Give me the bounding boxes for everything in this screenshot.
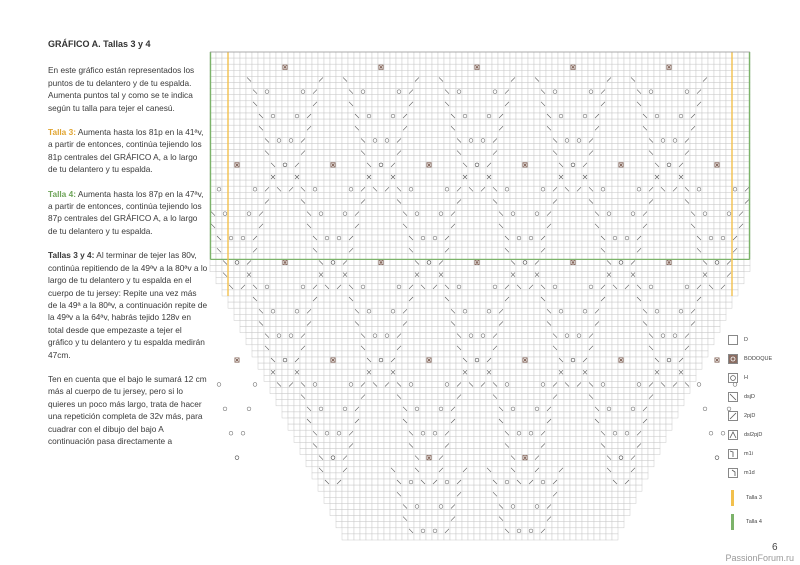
legend-item-double-decrease — [728, 428, 762, 442]
legend-size-line — [728, 489, 762, 507]
tallas34-label: Tallas 3 y 4: — [48, 250, 95, 261]
talla4-text: Aumenta hasta los 87p en la 47ªv, a partir de entonces, continúa tejiendo los 87p centrales del GRÁFICO A, a lo largo de tu delantero y tu espalda. — [48, 188, 204, 236]
legend-item-blank — [728, 333, 748, 347]
yarn-over-mark — [217, 383, 221, 387]
yarn-over-mark — [721, 431, 725, 435]
blank-icon — [728, 335, 738, 345]
left-slant-icon — [728, 411, 738, 421]
yarn-over-mark — [709, 431, 713, 435]
legend-line-label: Talla 4 — [746, 519, 762, 525]
bobble-icon — [728, 354, 738, 364]
talla3-label: Talla 3: — [48, 127, 76, 138]
legend-item-right-slant — [728, 390, 755, 404]
legend-item-yarn-over — [728, 371, 748, 385]
yarn-over-mark — [253, 383, 257, 387]
yarn-over-mark — [715, 456, 719, 460]
yarn-over-mark — [703, 407, 707, 411]
legend-item-make-one-left — [728, 447, 753, 461]
chart-title: GRÁFICO A. Tallas 3 y 4 — [48, 39, 151, 49]
tallas34-text: Al terminar de tejer las 80v, continúa repitiendo de la 49ªv a la 80ªv a lo largo de tu delantero y tu espalda en el cuerpo de tu jersey: Repite una vez más de la 49ª a la 80ªv, a continuación repite de la 49ªv a la 64ªv, habrás tejido 128v en total desde que empezaste a tejer el gráfico y tu delantero y tu espalda medirán 47cm. — [48, 250, 208, 360]
legend-label: D — [744, 337, 748, 343]
page-number: 6 — [772, 542, 778, 553]
tallas34-paragraph — [48, 249, 208, 361]
double-decrease-icon — [728, 430, 738, 440]
legend-line-label: Talla 3 — [746, 495, 762, 501]
legend-item-left-slant — [728, 409, 755, 423]
make-one-right-icon — [728, 468, 738, 478]
legend-label: m1i — [744, 451, 753, 457]
yarn-over-mark — [247, 407, 251, 411]
knitting-chart — [206, 46, 754, 556]
chart-grid — [210, 52, 750, 540]
right-slant-icon — [728, 392, 738, 402]
talla4-label: Talla 4: — [48, 188, 76, 199]
size-line-swatch — [731, 490, 734, 506]
yarn-over-mark — [235, 456, 239, 460]
legend-label: BODOQUE — [744, 356, 773, 362]
closing-text: Ten en cuenta que el bajo le sumará 12 cm más al cuerpo de tu jersey, pero si lo quieres un poco más largo, trata de hacer una repetición completa de 32v más, para cuadrar con el dibujo del bajo A continuación pasa directamente a — [48, 373, 207, 446]
intro-text: En este gráfico están representados los puntos de tu delantero y de tu espalda. Aumenta puntos tal y como se te indica según tu talla para tejer el canesú. — [48, 65, 195, 113]
legend-item-bobble — [728, 352, 772, 366]
yarn-over-mark — [229, 431, 233, 435]
instructions-panel — [48, 38, 208, 459]
talla3-text: Aumenta hasta los 81p en la 41ªv, a partir de entonces, continúa tejiendo los 81p centrales del GRÁFICO A, a lo largo de tu delantero y tu espalda. — [48, 127, 204, 175]
make-one-left-icon — [728, 449, 738, 459]
legend-label: dsl2pjD — [744, 432, 763, 438]
talla4-paragraph — [48, 188, 208, 238]
legend-label: 2pjD — [744, 413, 756, 419]
legend-label: dsjD — [744, 394, 756, 400]
legend-label: m1d — [744, 470, 755, 476]
watermark: PassionForum.ru — [725, 553, 794, 563]
legend-size-line — [728, 513, 762, 531]
yarn-over-mark — [697, 383, 701, 387]
talla3-paragraph — [48, 126, 208, 176]
legend-item-make-one-right — [728, 466, 755, 480]
size-line-swatch — [731, 514, 734, 530]
yarn-over-mark — [241, 431, 245, 435]
yarn-over-mark — [223, 407, 227, 411]
legend-label: H — [744, 375, 748, 381]
yarn-over-icon — [728, 373, 738, 383]
